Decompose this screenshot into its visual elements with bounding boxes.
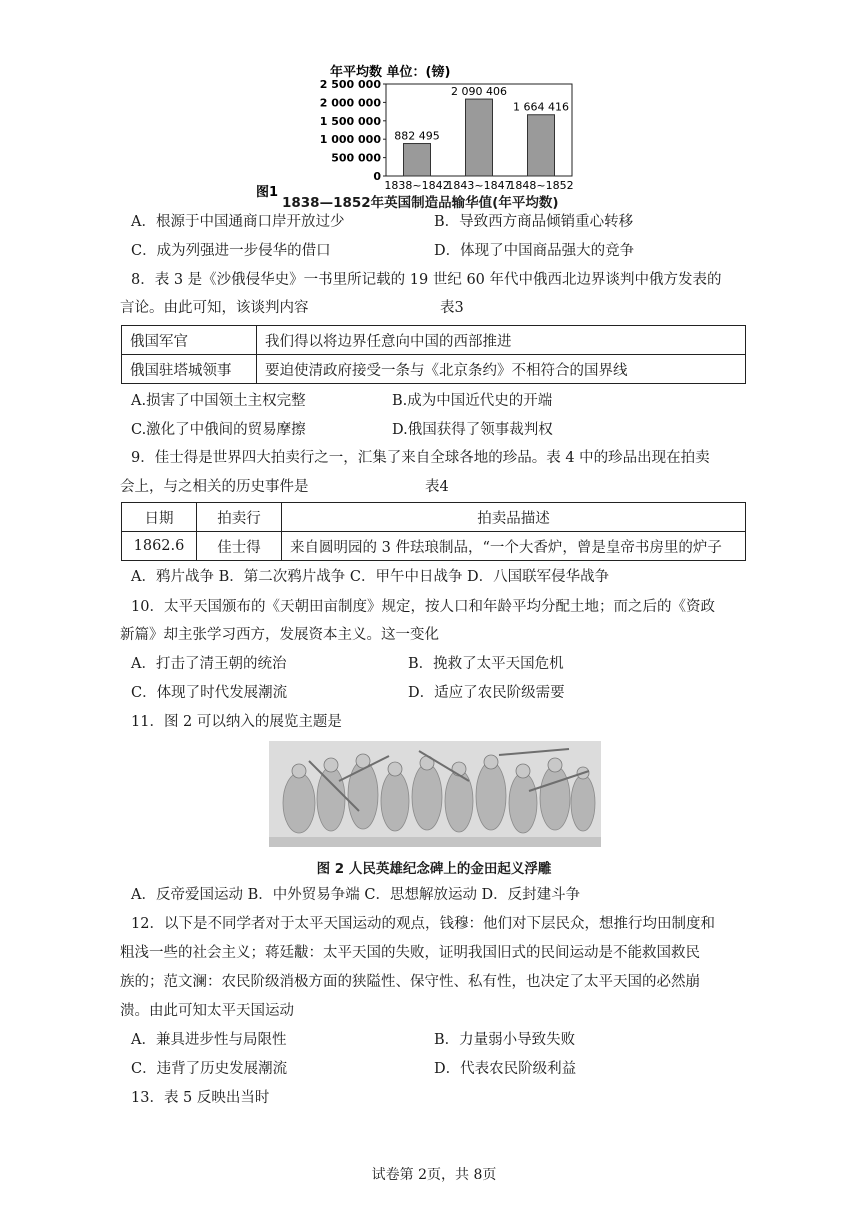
q12-option-d: D．代表农民阶级利益 — [434, 1061, 577, 1077]
y-tick-label: 1 000 000 — [319, 133, 381, 147]
q8-stem-line1: 8．表 3 是《沙俄侵华史》一书里所记载的 19 世纪 60 年代中俄西北边界谈判中俄方发表的 — [131, 272, 722, 288]
y-tick-label: 0 — [373, 170, 381, 183]
q9-table-title: 表4 — [425, 479, 449, 495]
q7-option-d: D．体现了中国商品强大的竞争 — [434, 243, 635, 259]
bar — [528, 115, 555, 176]
table-cell: 佳士得 — [197, 532, 282, 561]
q7-option-a: A．根源于中国通商口岸开放过少 — [131, 214, 345, 230]
q7-option-c: C．成为列强进一步侵华的借口 — [131, 243, 331, 259]
q12-option-c: C．违背了历史发展潮流 — [131, 1061, 288, 1077]
table-row — [122, 326, 746, 355]
q9-stem-line1: 9．佳士得是世界四大拍卖行之一，汇集了来自全球各地的珍品。表 4 中的珍品出现在拍卖 — [131, 450, 710, 466]
table-row — [122, 532, 746, 561]
page-footer: 试卷第 2页，共 8页 — [371, 1167, 497, 1183]
bar-value-label: 2 090 406 — [451, 85, 507, 99]
q10-stem-line2: 新篇》却主张学习西方，发展资本主义。这一变化 — [120, 627, 439, 643]
y-tick-label: 1 500 000 — [319, 114, 381, 128]
q8-option-d: D.俄国获得了领事裁判权 — [392, 422, 553, 438]
q8-stem-line2: 言论。由此可知，该谈判内容 — [120, 300, 309, 316]
q8-option-b: B.成为中国近代史的开端 — [392, 393, 553, 409]
q12-stem-line4: 溃。由此可知太平天国运动 — [120, 1003, 294, 1019]
bar-chart — [250, 60, 590, 210]
chart-title: 1838—1852年英国制造品输华值(年平均数) — [282, 195, 559, 211]
q10-option-a: A．打击了清王朝的统治 — [131, 656, 287, 672]
table-row — [122, 503, 746, 532]
bar-value-label: 882 495 — [394, 129, 440, 143]
q7-option-b: B．导致西方商品倾销重心转移 — [434, 214, 634, 230]
x-tick-label: 1848~1852 — [508, 179, 574, 192]
bar — [404, 144, 431, 176]
q12-option-a: A．兼具进步性与局限性 — [131, 1032, 287, 1048]
q12-stem-line2: 粗浅一些的社会主义；蒋廷黻：太平天国的失败，证明我国旧式的民间运动是不能救国救民 — [120, 945, 700, 961]
q10-option-d: D．适应了农民阶级需要 — [408, 685, 565, 701]
y-tick-label: 2 500 000 — [319, 78, 381, 91]
table-cell: 来自圆明园的 3 件珐琅制品，“一个大香炉，曾是皇帝书房里的炉子 — [282, 532, 746, 561]
q12-option-b: B．力量弱小导致失败 — [434, 1032, 576, 1048]
chart-ylabel: 年平均数 单位：(镑) — [330, 65, 451, 80]
q9-stem-line2: 会上，与之相关的历史事件是 — [120, 479, 309, 495]
table-cell: 俄国军官 — [122, 326, 257, 355]
q10-option-b: B．挽救了太平天国危机 — [408, 656, 564, 672]
table-row — [122, 355, 746, 384]
table-cell: 1862.6 — [122, 532, 197, 561]
y-tick-label: 500 000 — [331, 151, 381, 165]
q12-stem-line3: 族的；范文澜：农民阶级消极方面的狭隘性、保守性、私有性，也决定了太平天国的必然崩 — [120, 974, 700, 990]
table-header-cell: 拍卖品描述 — [282, 503, 746, 532]
x-tick-label: 1843~1847 — [446, 179, 512, 192]
figure-2-caption: 图 2 人民英雄纪念碑上的金田起义浮雕 — [316, 861, 552, 877]
q10-stem-line1: 10．太平天国颁布的《天朝田亩制度》规定，按人口和年龄平均分配土地；而之后的《资政 — [131, 599, 715, 615]
table-3 — [121, 325, 746, 384]
q13-stem: 13．表 5 反映出当时 — [131, 1090, 270, 1106]
figure-label: 图1 — [256, 185, 279, 200]
bar — [466, 99, 493, 176]
relief-sculpture-image — [269, 741, 601, 847]
q8-option-c: C.激化了中俄间的贸易摩擦 — [131, 422, 306, 438]
q11-stem: 11．图 2 可以纳入的展览主题是 — [131, 714, 342, 730]
q8-option-a: A.损害了中国领土主权完整 — [131, 393, 306, 409]
y-tick-label: 2 000 000 — [319, 96, 381, 110]
table-header-cell: 拍卖行 — [197, 503, 282, 532]
q8-table-title: 表3 — [440, 300, 464, 316]
table-4 — [121, 502, 746, 561]
table-cell: 要迫使清政府接受一条与《北京条约》不相符合的国界线 — [257, 355, 746, 384]
bar-value-label: 1 664 416 — [513, 100, 569, 114]
x-tick-label: 1838~1842 — [384, 179, 450, 192]
table-header-cell: 日期 — [122, 503, 197, 532]
q10-option-c: C．体现了时代发展潮流 — [131, 685, 288, 701]
table-cell: 我们得以将边界任意向中国的西部推进 — [257, 326, 746, 355]
q11-options: A．反帝爱国运动 B．中外贸易争端 C．思想解放运动 D．反封建斗争 — [131, 887, 581, 903]
q12-stem-line1: 12．以下是不同学者对于太平天国运动的观点，钱穆：他们对下层民众，想推行均田制度和 — [131, 916, 715, 932]
q9-options: A．鸦片战争 B．第二次鸦片战争 C．甲午中日战争 D．八国联军侵华战争 — [131, 569, 610, 585]
table-cell: 俄国驻塔城领事 — [122, 355, 257, 384]
